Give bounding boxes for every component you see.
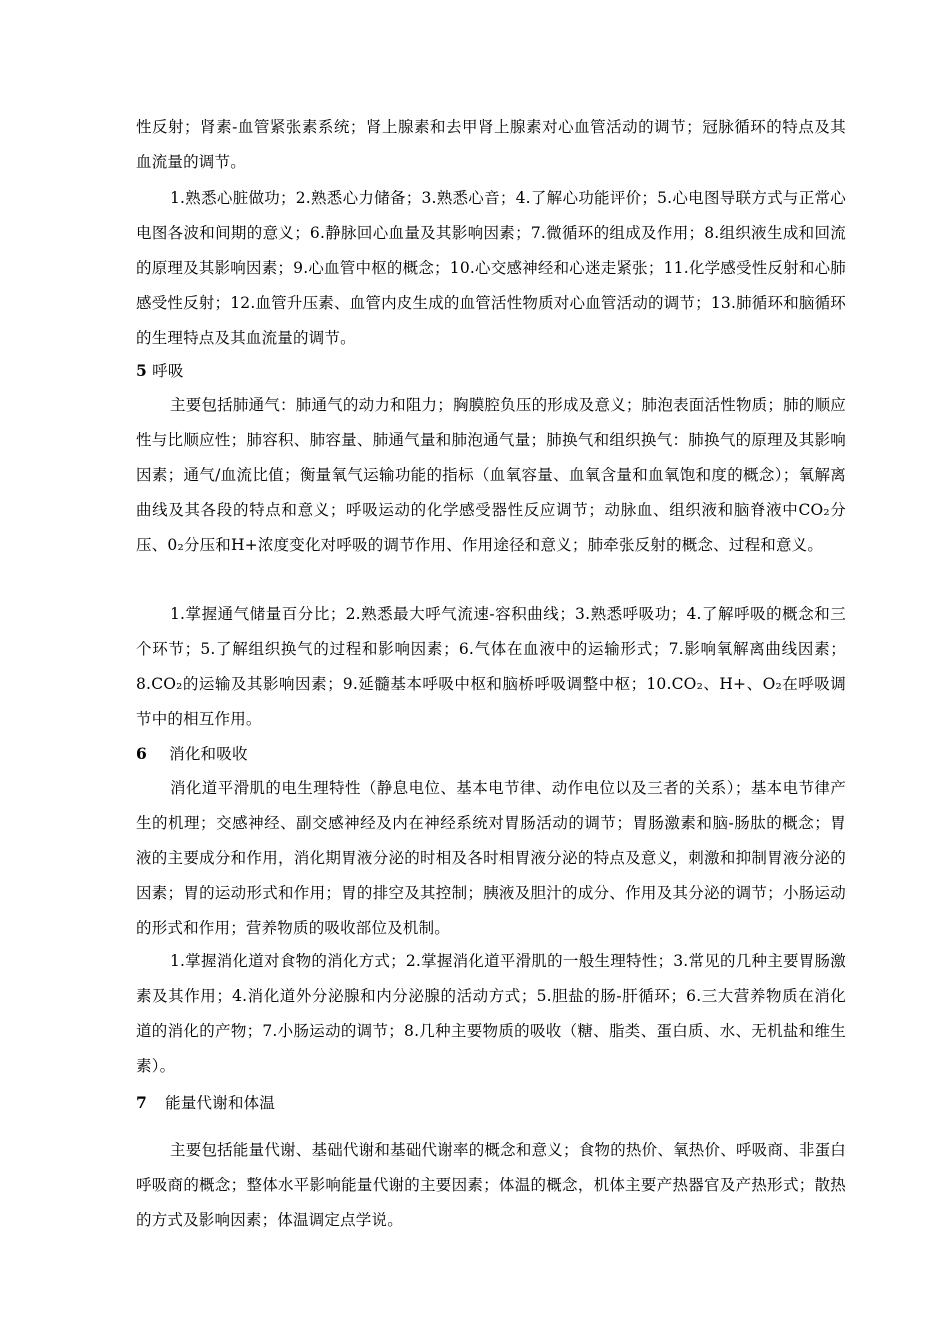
- paragraph-cardio-reflex: 性反射；肾素-血管紧张素系统；肾上腺素和去甲肾上腺素对心血管活动的调节；冠脉循环的特点及其血流量的调节。: [136, 118, 846, 171]
- section-heading-7: [136, 1085, 275, 1121]
- section-number: 5: [136, 361, 147, 380]
- paragraph-digestion-objectives: 1.掌握消化道对食物的消化方式；2.掌握消化道平滑肌的一般生理特性；3.常见的几种主要胃肠激素及其作用；4.消化道外分泌腺和内分泌腺的活动方式；5.胆盐的肠-肝循环；6.三大营养物质在消化道的消化的产物；7.小肠运动的调节；8.几种主要物质的吸收（糖、脂类、蛋白质、水、无机盐和维生素）。: [136, 952, 846, 1075]
- paragraph-energy-metabolism: 主要包括能量代谢、基础代谢和基础代谢率的概念和意义；食物的热价、氧热价、呼吸商、非蛋白呼吸商的概念；整体水平影响能量代谢的主要因素；体温的概念，机体主要产热器官及产热形式；散热的方式及影响因素；体温调定点学说。: [136, 1141, 846, 1229]
- section-number: 6: [136, 744, 147, 763]
- paragraph-respiration-main: 主要包括肺通气：肺通气的动力和阻力；胸膜腔负压的形成及意义；肺泡表面活性物质；肺的顺应性与比顺应性；肺容积、肺容量、肺通气量和肺泡通气量；肺换气和组织换气：肺换气的原理及其影响因素；通气/血流比值；衡量氧气运输功能的指标（血氧容量、血氧含量和血氧饱和度的概念）；氧解离曲线及其各段的特点和意义；呼吸运动的化学感受器性反应调节；动脉血、组织液和脑脊液中CO₂分压、0₂分压和H+浓度变化对呼吸的调节作用、作用途径和意义；肺牵张反射的概念、过程和意义。: [136, 396, 846, 554]
- section-title: 能量代谢和体温: [165, 1094, 276, 1112]
- section-heading-5: [136, 353, 184, 389]
- section-title: 呼吸: [152, 362, 184, 380]
- paragraph-cardio-objectives: 1.熟悉心脏做功；2.熟悉心力储备；3.熟悉心音；4.了解心功能评价；5.心电图导联方式与正常心电图各波和间期的意义；6.静脉回心血量及其影响因素；7.微循环的组成及作用；8.组织液生成和回流的原理及其影响因素；9.心血管中枢的概念；10.心交感神经和心迷走紧张；11.化学感受性反射和心肺感受性反射；12.血管升压素、血管内皮生成的血管活性物质对心血管活动的调节；13.肺循环和脑循环的生理特点及其血流量的调节。: [136, 189, 847, 347]
- section-title: 消化和吸收: [169, 745, 248, 763]
- section-heading-6: [136, 736, 248, 772]
- paragraph-digestion-main: 消化道平滑肌的电生理特性（静息电位、基本电节律、动作电位以及三者的关系）；基本电节律产生的机理；交感神经、副交感神经及内在神经系统对胃肠活动的调节；胃肠激素和脑-肠肽的概念；胃液的主要成分和作用，消化期胃液分泌的时相及各时相胃液分泌的特点及意义，刺激和抑制胃液分泌的因素；胃的运动形式和作用；胃的排空及其控制；胰液及胆汁的成分、作用及其分泌的调节；小肠运动的形式和作用；营养物质的吸收部位及机制。: [136, 779, 846, 937]
- section-number: 7: [136, 1093, 147, 1112]
- paragraph-respiration-objectives: 1.掌握通气储量百分比；2.熟悉最大呼气流速-容积曲线；3.熟悉呼吸功；4.了解呼吸的概念和三个环节；5.了解组织换气的过程和影响因素；6.气体在血液中的运输形式；7.影响氧解离曲线因素；8.CO₂的运输及其影响因素；9.延髓基本呼吸中枢和脑桥呼吸调整中枢；10.CO₂、H+、O₂在呼吸调节中的相互作用。: [136, 605, 846, 728]
